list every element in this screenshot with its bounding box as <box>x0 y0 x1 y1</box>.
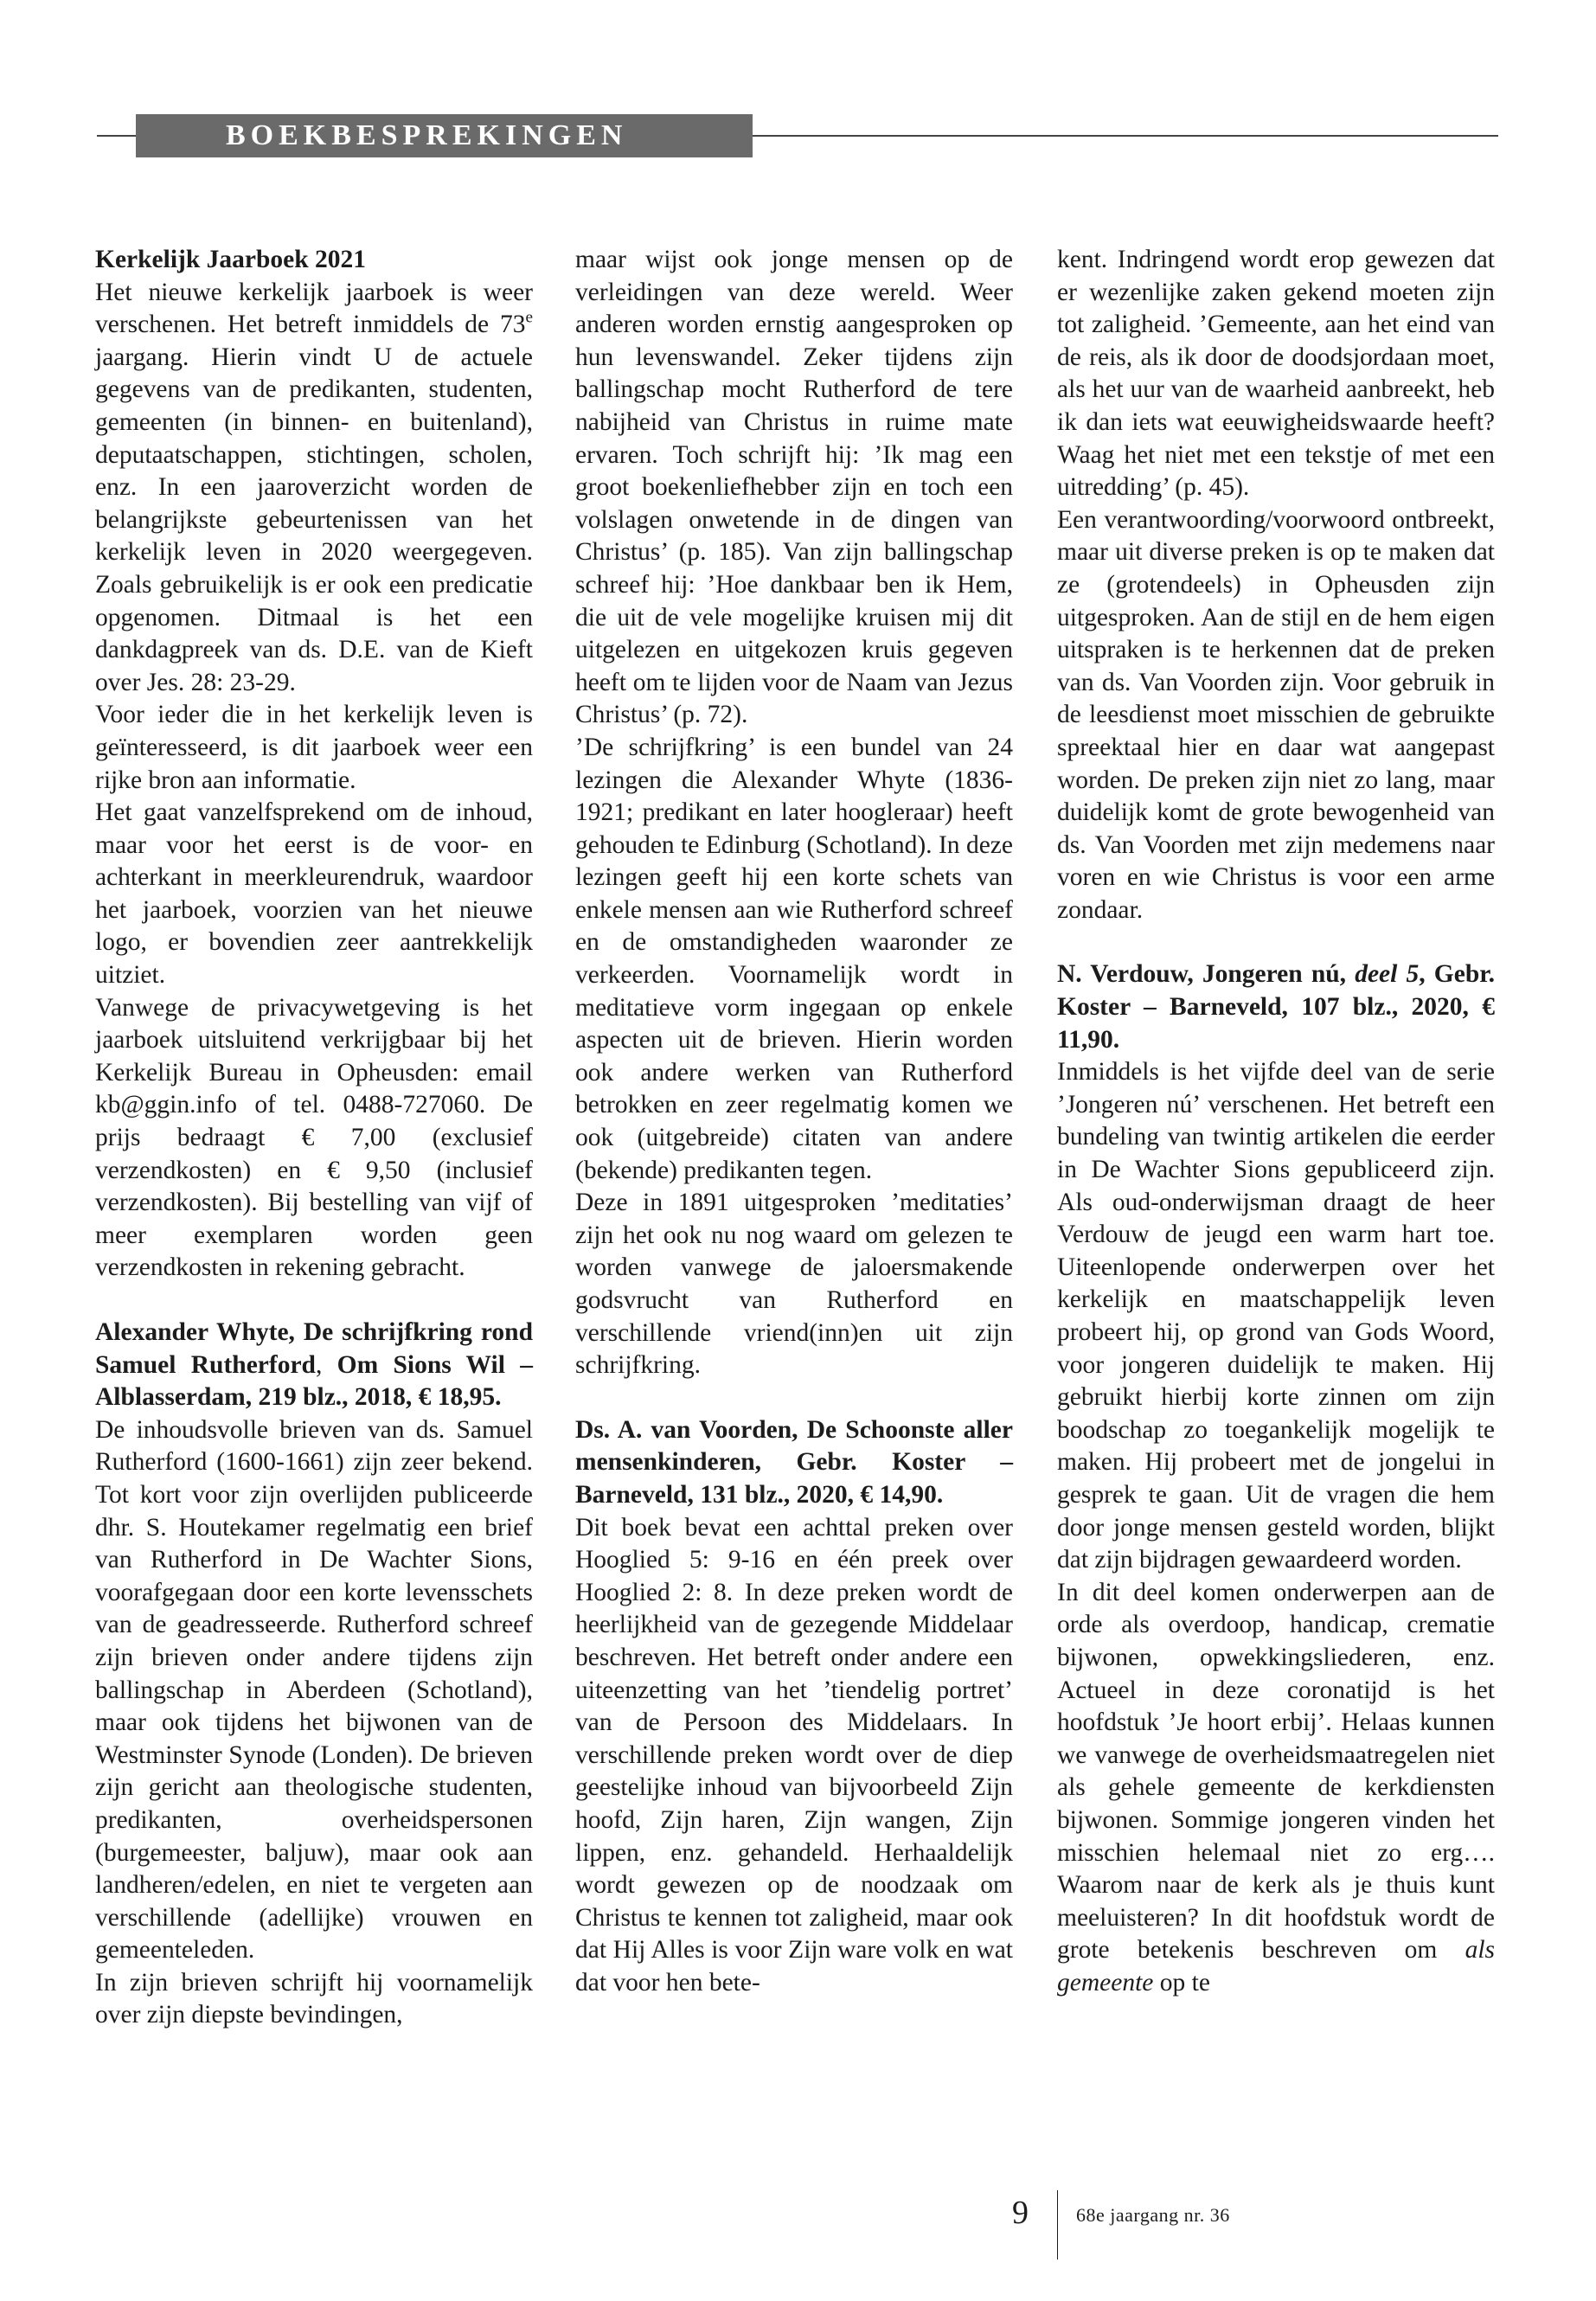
paragraph: Deze in 1891 uitgesproken ’meditaties’ zijn het ook nu nog waard om gelezen te worden vanwege de jaloersmakende godsvrucht van Rutherford en verschillende vriend(inn)en uit zijn schrijfkring. <box>575 1189 1013 1380</box>
paragraph: Het nieuwe kerkelijk jaarboek is weer verschenen. Het betreft inmiddels de 73e jaargang. Hierin vindt U de actuele gegevens van de predikanten, studenten, gemeenten (in binnen- en buitenland), deputaatschappen, stichtingen, scholen, enz. In een jaaroverzicht worden de belangrijkste gebeurtenissen van het kerkelijk leven in 2020 weergegeven. Zoals gebruikelijk is er ook een predicatie opgenomen. Ditmaal is het een dankdagpreek van ds. D.E. van de Kieft over Jes. 28: 23-29. <box>95 278 533 696</box>
header-rule-left <box>97 135 136 137</box>
paragraph: Voor ieder die in het kerkelijk leven is geïnteresseerd, is dit jaarboek weer een rijke bron aan informatie. <box>95 701 533 794</box>
review-heading-whyte: Alexander Whyte, De schrijfkring rond Samuel Rutherford, Om Sions Wil – Alblasserdam, 219 blz., 2018, € 18,95. <box>95 1318 533 1412</box>
paragraph: Inmiddels is het vijfde deel van de serie ’Jongeren nú’ verschenen. Het betreft een bundeling van twintig artikelen die eerder in De Wachter Sions gepubliceerd zijn. Als oud-onderwijsman draagt de heer Verdouw de jeugd een warm hart toe. Uiteenlopende onderwerpen over het kerkelijk en maatschappelijk leven probeert hij, op grond van Gods Woord, voor jongeren duidelijk te maken. Hij gebruikt hierbij korte zinnen om zijn boodschap zo toegankelijk mogelijk te maken. Hij probeert met de jongelui in gesprek te gaan. Uit de vragen die hem door jonge mensen gesteld worden, blijkt dat zijn bijdragen gewaardeerd worden. <box>1057 1058 1495 1574</box>
paragraph: Een verantwoording/voorwoord ontbreekt, maar uit diverse preken is op te maken dat ze (grotendeels) in Opheusden zijn uitgesproken. Aan de stijl en de hem eigen uitspraken is te herkennen dat de preken van ds. Van Voorden zijn. Voor gebruik in de leesdienst moet misschien de gebruikte spreektaal hier en daar wat aangepast worden. De preken zijn niet zo lang, maar duidelijk komt de grote bewogenheid van ds. Van Voorden met zijn medemens naar voren en wie Christus is voor een arme zondaar. <box>1057 505 1495 924</box>
paragraph: ’De schrijfkring’ is een bundel van 24 lezingen die Alexander Whyte (1836-1921; predikant en later hoogleraar) heeft gehouden te Edinburg (Schotland). In deze lezingen geeft hij een korte schets van enkele mensen aan wie Rutherford schreef en de omstandigheden waaronder ze verkeerden. Voornamelijk wordt in meditatieve vorm ingegaan op enkele aspecten uit de brieven. Hierin worden ook andere werken van Rutherford betrokken en zeer regelmatig komen we ook (uitgebreide) citaten van andere (bekende) predikanten tegen. <box>575 733 1013 1184</box>
page-footer <box>0 2194 1596 2246</box>
paragraph: Het gaat vanzelfsprekend om de inhoud, maar voor het eerst is de voor- en achterkant in meerkleurendruk, waardoor het jaarboek, voorzien van het nieuwe logo, er bovendien zeer aantrekkelijk uitziet. <box>95 798 533 990</box>
review-heading-verdouw: N. Verdouw, Jongeren nú, deel 5, Gebr. Koster – Barneveld, 107 blz., 2020, € 11,90. <box>1057 960 1495 1054</box>
paragraph: In dit deel komen onderwerpen aan de orde als overdoop, handicap, crematie bijwonen, opwekkingsliederen, enz. Actueel in deze coronatijd is het hoofdstuk ’Je hoort erbij’. Helaas kunnen we vanwege de overheidsmaatregelen niet als gehele gemeente de kerkdiensten bijwonen. Sommige jongeren vinden het misschien helemaal niet zo erg…. Waarom naar de kerk als je thuis kunt meeluisteren? In dit hoofdstuk wordt de grote betekenis beschreven om als gemeente op te <box>1057 1578 1495 1997</box>
page-number: 9 <box>1012 2195 1029 2231</box>
section-header: BOEKBESPREKINGEN <box>136 114 753 157</box>
review-heading-voorden: Ds. A. van Voorden, De Schoonste aller mensenkinderen, Gebr. Koster – Barneveld, 131 blz., 2020, € 14,90. <box>575 1415 1013 1509</box>
paragraph: kent. Indringend wordt erop gewezen dat er wezenlijke zaken gekend moeten zijn tot zaligheid. ’Gemeente, aan het eind van de reis, als ik door de doodsjordaan moet, als het uur van de waarheid aanbreekt, heb ik dan iets wat eeuwigheidswaarde heeft? Waag het niet met een tekstje of met een uitredding’ (p. 45). <box>1057 246 1495 502</box>
review-heading-jaarboek: Kerkelijk Jaarboek 2021 <box>95 246 367 273</box>
journal-info: 68e jaargang nr. 36 <box>1076 2204 1230 2226</box>
header-rule-right <box>753 135 1498 137</box>
paragraph: De inhoudsvolle brieven van ds. Samuel Rutherford (1600-1661) zijn zeer bekend. Tot kort voor zijn overlijden publiceerde dhr. S. Houtekamer regelmatig een brief van Rutherford in De Wachter Sions, voorafgegaan door een korte levensschets van de geadresseerde. Rutherford schreef zijn brieven onder andere tijdens zijn ballingschap in Aberdeen (Schotland), maar ook tijdens het bijwonen van de Westminster Synode (Londen). De brieven zijn gericht aan theologische studenten, predikanten, overheidspersonen (burgemeester, baljuw), maar ook aan landheren/edelen, en niet te vergeten aan verschillende (adellijke) vrouwen en gemeenteleden. <box>95 1415 533 1965</box>
footer-divider <box>1057 2190 1058 2259</box>
paragraph: Dit boek bevat een achttal preken over Hooglied 5: 9-16 en één preek over Hooglied 2: 8. In deze preken wordt de heerlijkheid van de gezegende Middelaar beschreven. Het betreft onder andere een uiteenzetting van het ’tiendelig portret’ van de Persoon des Middelaars. In verschillende preken wordt over de diep geestelijke inhoud van bijvoorbeeld Zijn hoofd, Zijn haren, Zijn wangen, Zijn lippen, enz. gehandeld. Herhaaldelijk wordt gewezen op de noodzaak om Christus te kennen tot zaligheid, maar ook dat Hij Alles is voor Zijn ware volk en wat dat voor hen bete- <box>575 1513 1013 1997</box>
paragraph: maar wijst ook jonge mensen op de verleidingen van deze wereld. Weer anderen worden ernstig aangesproken op hun levenswandel. Zeker tijdens zijn ballingschap mocht Rutherford de tere nabijheid van Christus in ruime mate ervaren. Toch schrijft hij: ’Ik mag een groot boekenliefhebber zijn en toch een volslagen onwetende in de dingen van Christus’ (p. 185). Van zijn ballingschap schreef hij: ’Hoe dankbaar ben ik Hem, die uit de vele mogelijke kruisen mij dit uitgelezen en uitgekozen kruis gegeven heeft om te lijden voor de Naam van Jezus Christus’ (p. 72). <box>575 246 1013 729</box>
paragraph: Vanwege de privacywetgeving is het jaarboek uitsluitend verkrijgbaar bij het Kerkelijk Bureau in Opheusden: email kb@ggin.info of tel. 0488-727060. De prijs bedraagt € 7,00 (exclusief verzendkosten) en € 9,50 (inclusief verzendkosten). Bij bestelling van vijf of meer exemplaren worden geen verzendkosten in rekening gebracht. <box>95 993 533 1282</box>
column-2 <box>575 244 1013 1999</box>
column-3 <box>1057 244 1495 1999</box>
paragraph: In zijn brieven schrijft hij voornamelijk over zijn diepste bevindingen, <box>95 1968 533 2029</box>
column-1 <box>95 244 533 2032</box>
